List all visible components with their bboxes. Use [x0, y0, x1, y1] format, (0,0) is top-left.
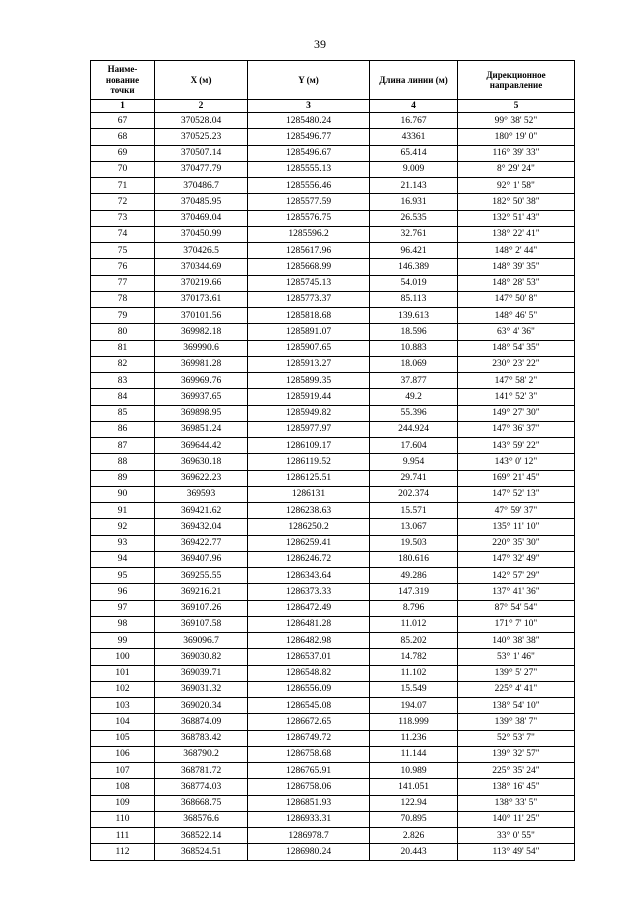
point-name-cell: 85: [91, 405, 155, 421]
line-length-cell: 8.796: [370, 600, 458, 616]
direction-angle-cell: 143° 59' 22": [458, 438, 575, 454]
column-number: 1: [91, 100, 155, 113]
direction-angle-cell: 139° 38' 7": [458, 714, 575, 730]
direction-angle-cell: 47° 59' 37": [458, 503, 575, 519]
line-length-cell: 70.895: [370, 811, 458, 827]
x-coordinate-cell: 369020.34: [155, 698, 248, 714]
line-length-cell: 32.761: [370, 226, 458, 242]
direction-angle-cell: 147° 36' 37": [458, 421, 575, 437]
y-coordinate-cell: 1286472.49: [248, 600, 370, 616]
y-coordinate-cell: 1285818.68: [248, 308, 370, 324]
direction-angle-cell: 141° 52' 3": [458, 389, 575, 405]
line-length-cell: 14.782: [370, 649, 458, 665]
y-coordinate-cell: 1286556.09: [248, 681, 370, 697]
x-coordinate-cell: 369216.21: [155, 584, 248, 600]
table-row: [91, 584, 575, 600]
table-row: [91, 405, 575, 421]
point-name-cell: 84: [91, 389, 155, 405]
direction-angle-cell: 139° 32' 57": [458, 746, 575, 762]
point-name-cell: 90: [91, 486, 155, 502]
line-length-cell: 20.443: [370, 844, 458, 860]
y-coordinate-cell: 1285480.24: [248, 113, 370, 129]
table-row: [91, 356, 575, 372]
y-coordinate-cell: 1286978.7: [248, 828, 370, 844]
point-name-cell: 103: [91, 698, 155, 714]
y-coordinate-cell: 1286851.93: [248, 795, 370, 811]
y-coordinate-cell: 1286672.65: [248, 714, 370, 730]
x-coordinate-cell: 369630.18: [155, 454, 248, 470]
direction-angle-cell: 53° 1' 46": [458, 649, 575, 665]
y-coordinate-cell: 1285617.96: [248, 243, 370, 259]
line-length-cell: 37.877: [370, 373, 458, 389]
coordinates-table: [90, 60, 575, 861]
x-coordinate-cell: 370219.66: [155, 275, 248, 291]
y-coordinate-cell: 1285668.99: [248, 259, 370, 275]
table-row: [91, 616, 575, 632]
x-coordinate-cell: 370450.99: [155, 226, 248, 242]
point-name-cell: 70: [91, 161, 155, 177]
x-coordinate-cell: 369422.77: [155, 535, 248, 551]
table-row: [91, 828, 575, 844]
table-row: [91, 243, 575, 259]
point-name-cell: 109: [91, 795, 155, 811]
x-coordinate-cell: 369851.24: [155, 421, 248, 437]
point-name-cell: 89: [91, 470, 155, 486]
line-length-cell: 49.2: [370, 389, 458, 405]
x-coordinate-cell: 369622.23: [155, 470, 248, 486]
point-name-cell: 94: [91, 551, 155, 567]
x-coordinate-cell: 369255.55: [155, 568, 248, 584]
column-number-row: [91, 100, 575, 113]
point-name-cell: 68: [91, 129, 155, 145]
point-name-cell: 82: [91, 356, 155, 372]
table-row: [91, 324, 575, 340]
line-length-cell: 10.989: [370, 763, 458, 779]
table-row: [91, 811, 575, 827]
y-coordinate-cell: 1286537.01: [248, 649, 370, 665]
point-name-cell: 99: [91, 633, 155, 649]
point-name-cell: 79: [91, 308, 155, 324]
table-header-row: [91, 61, 575, 100]
point-name-cell: 77: [91, 275, 155, 291]
table-row: [91, 259, 575, 275]
table-row: [91, 145, 575, 161]
line-length-cell: 202.374: [370, 486, 458, 502]
line-length-cell: 16.931: [370, 194, 458, 210]
column-number: 4: [370, 100, 458, 113]
point-name-cell: 98: [91, 616, 155, 632]
x-coordinate-cell: 369096.7: [155, 633, 248, 649]
x-coordinate-cell: 370507.14: [155, 145, 248, 161]
direction-angle-cell: 87° 54' 54": [458, 600, 575, 616]
direction-angle-cell: 138° 16' 45": [458, 779, 575, 795]
x-coordinate-cell: 369030.82: [155, 649, 248, 665]
table-row: [91, 389, 575, 405]
table-row: [91, 535, 575, 551]
point-name-cell: 112: [91, 844, 155, 860]
y-coordinate-cell: 1286481.28: [248, 616, 370, 632]
header-y: Y (м): [248, 61, 370, 100]
point-name-cell: 92: [91, 519, 155, 535]
y-coordinate-cell: 1285745.13: [248, 275, 370, 291]
direction-angle-cell: 63° 4' 36": [458, 324, 575, 340]
table-row: [91, 698, 575, 714]
line-length-cell: 21.143: [370, 178, 458, 194]
x-coordinate-cell: 369107.26: [155, 600, 248, 616]
x-coordinate-cell: 369107.58: [155, 616, 248, 632]
y-coordinate-cell: 1285496.77: [248, 129, 370, 145]
table-row: [91, 421, 575, 437]
y-coordinate-cell: 1286545.08: [248, 698, 370, 714]
direction-angle-cell: 8° 29' 24": [458, 161, 575, 177]
line-length-cell: 194.07: [370, 698, 458, 714]
direction-angle-cell: 138° 54' 10": [458, 698, 575, 714]
column-number: 5: [458, 100, 575, 113]
line-length-cell: 11.236: [370, 730, 458, 746]
line-length-cell: 49.286: [370, 568, 458, 584]
direction-angle-cell: 182° 50' 38": [458, 194, 575, 210]
direction-angle-cell: 225° 35' 24": [458, 763, 575, 779]
line-length-cell: 244.924: [370, 421, 458, 437]
table-row: [91, 275, 575, 291]
point-name-cell: 86: [91, 421, 155, 437]
x-coordinate-cell: 370344.69: [155, 259, 248, 275]
line-length-cell: 19.503: [370, 535, 458, 551]
line-length-cell: 18.596: [370, 324, 458, 340]
point-name-cell: 107: [91, 763, 155, 779]
x-coordinate-cell: 370485.95: [155, 194, 248, 210]
y-coordinate-cell: 1286482.98: [248, 633, 370, 649]
line-length-cell: 141.051: [370, 779, 458, 795]
line-length-cell: 54.019: [370, 275, 458, 291]
y-coordinate-cell: 1285913.27: [248, 356, 370, 372]
point-name-cell: 78: [91, 291, 155, 307]
x-coordinate-cell: 370173.61: [155, 291, 248, 307]
point-name-cell: 96: [91, 584, 155, 600]
x-coordinate-cell: 369421.62: [155, 503, 248, 519]
point-name-cell: 81: [91, 340, 155, 356]
table-row: [91, 178, 575, 194]
line-length-cell: 11.102: [370, 665, 458, 681]
y-coordinate-cell: 1286758.06: [248, 779, 370, 795]
x-coordinate-cell: 369593: [155, 486, 248, 502]
line-length-cell: 147.319: [370, 584, 458, 600]
y-coordinate-cell: 1285596.2: [248, 226, 370, 242]
y-coordinate-cell: 1285555.13: [248, 161, 370, 177]
table-row: [91, 568, 575, 584]
line-length-cell: 118.999: [370, 714, 458, 730]
point-name-cell: 102: [91, 681, 155, 697]
table-row: [91, 503, 575, 519]
line-length-cell: 85.202: [370, 633, 458, 649]
table-row: [91, 665, 575, 681]
x-coordinate-cell: 368783.42: [155, 730, 248, 746]
table-row: [91, 291, 575, 307]
line-length-cell: 2.826: [370, 828, 458, 844]
x-coordinate-cell: 370525.23: [155, 129, 248, 145]
table-row: [91, 844, 575, 860]
direction-angle-cell: 230° 23' 22": [458, 356, 575, 372]
direction-angle-cell: 148° 46' 5": [458, 308, 575, 324]
line-length-cell: 9.009: [370, 161, 458, 177]
direction-angle-cell: 171° 7' 10": [458, 616, 575, 632]
line-length-cell: 55.396: [370, 405, 458, 421]
direction-angle-cell: 142° 57' 29": [458, 568, 575, 584]
x-coordinate-cell: 369407.96: [155, 551, 248, 567]
direction-angle-cell: 52° 53' 7": [458, 730, 575, 746]
line-length-cell: 11.012: [370, 616, 458, 632]
x-coordinate-cell: 368874.09: [155, 714, 248, 730]
table-row: [91, 113, 575, 129]
table-row: [91, 681, 575, 697]
column-number: 3: [248, 100, 370, 113]
line-length-cell: 17.604: [370, 438, 458, 454]
line-length-cell: 146.389: [370, 259, 458, 275]
direction-angle-cell: 140° 11' 25": [458, 811, 575, 827]
line-length-cell: 15.571: [370, 503, 458, 519]
point-name-cell: 75: [91, 243, 155, 259]
y-coordinate-cell: 1286548.82: [248, 665, 370, 681]
direction-angle-cell: 148° 39' 35": [458, 259, 575, 275]
y-coordinate-cell: 1286259.41: [248, 535, 370, 551]
y-coordinate-cell: 1285773.37: [248, 291, 370, 307]
x-coordinate-cell: 369031.32: [155, 681, 248, 697]
direction-angle-cell: 143° 0' 12": [458, 454, 575, 470]
point-name-cell: 87: [91, 438, 155, 454]
line-length-cell: 16.767: [370, 113, 458, 129]
x-coordinate-cell: 369981.28: [155, 356, 248, 372]
table-row: [91, 551, 575, 567]
x-coordinate-cell: 369982.18: [155, 324, 248, 340]
point-name-cell: 106: [91, 746, 155, 762]
x-coordinate-cell: 369432.04: [155, 519, 248, 535]
direction-angle-cell: 113° 49' 54": [458, 844, 575, 860]
table-row: [91, 210, 575, 226]
table-row: [91, 308, 575, 324]
table-row: [91, 730, 575, 746]
table-row: [91, 763, 575, 779]
table-row: [91, 779, 575, 795]
direction-angle-cell: 149° 27' 30": [458, 405, 575, 421]
point-name-cell: 104: [91, 714, 155, 730]
direction-angle-cell: 138° 33' 5": [458, 795, 575, 811]
y-coordinate-cell: 1285977.97: [248, 421, 370, 437]
point-name-cell: 73: [91, 210, 155, 226]
y-coordinate-cell: 1285496.67: [248, 145, 370, 161]
y-coordinate-cell: 1286373.33: [248, 584, 370, 600]
table-row: [91, 161, 575, 177]
point-name-cell: 88: [91, 454, 155, 470]
y-coordinate-cell: 1286933.31: [248, 811, 370, 827]
point-name-cell: 69: [91, 145, 155, 161]
table-row: [91, 340, 575, 356]
line-length-cell: 43361: [370, 129, 458, 145]
table-row: [91, 649, 575, 665]
x-coordinate-cell: 370477.79: [155, 161, 248, 177]
column-number: 2: [155, 100, 248, 113]
line-length-cell: 139.613: [370, 308, 458, 324]
direction-angle-cell: 140° 38' 38": [458, 633, 575, 649]
direction-angle-cell: 138° 22' 41": [458, 226, 575, 242]
direction-angle-cell: 180° 19' 0": [458, 129, 575, 145]
table-row: [91, 486, 575, 502]
direction-angle-cell: 92° 1' 58": [458, 178, 575, 194]
direction-angle-cell: 147° 58' 2": [458, 373, 575, 389]
point-name-cell: 97: [91, 600, 155, 616]
point-name-cell: 83: [91, 373, 155, 389]
line-length-cell: 180.616: [370, 551, 458, 567]
x-coordinate-cell: 369937.65: [155, 389, 248, 405]
direction-angle-cell: 116° 39' 33": [458, 145, 575, 161]
point-name-cell: 110: [91, 811, 155, 827]
point-name-cell: 105: [91, 730, 155, 746]
direction-angle-cell: 132° 51' 43": [458, 210, 575, 226]
header-x: X (м): [155, 61, 248, 100]
table-body: [91, 113, 575, 861]
line-length-cell: 10.883: [370, 340, 458, 356]
table-row: [91, 714, 575, 730]
direction-angle-cell: 33° 0' 55": [458, 828, 575, 844]
line-length-cell: 15.549: [370, 681, 458, 697]
table-row: [91, 226, 575, 242]
table-row: [91, 454, 575, 470]
x-coordinate-cell: 368524.51: [155, 844, 248, 860]
direction-angle-cell: 148° 2' 44": [458, 243, 575, 259]
y-coordinate-cell: 1286343.64: [248, 568, 370, 584]
x-coordinate-cell: 369969.76: [155, 373, 248, 389]
x-coordinate-cell: 370528.04: [155, 113, 248, 129]
direction-angle-cell: 139° 5' 27": [458, 665, 575, 681]
x-coordinate-cell: 368781.72: [155, 763, 248, 779]
x-coordinate-cell: 370469.04: [155, 210, 248, 226]
table-row: [91, 746, 575, 762]
direction-angle-cell: 148° 28' 53": [458, 275, 575, 291]
line-length-cell: 18.069: [370, 356, 458, 372]
direction-angle-cell: 99° 38' 52": [458, 113, 575, 129]
table-row: [91, 438, 575, 454]
direction-angle-cell: 169° 21' 45": [458, 470, 575, 486]
x-coordinate-cell: 369898.95: [155, 405, 248, 421]
direction-angle-cell: 147° 50' 8": [458, 291, 575, 307]
y-coordinate-cell: 1285576.75: [248, 210, 370, 226]
y-coordinate-cell: 1285919.44: [248, 389, 370, 405]
point-name-cell: 100: [91, 649, 155, 665]
point-name-cell: 95: [91, 568, 155, 584]
line-length-cell: 26.535: [370, 210, 458, 226]
point-name-cell: 67: [91, 113, 155, 129]
y-coordinate-cell: 1286238.63: [248, 503, 370, 519]
header-line-length: Длина линии (м): [370, 61, 458, 100]
y-coordinate-cell: 1285891.07: [248, 324, 370, 340]
line-length-cell: 65.414: [370, 145, 458, 161]
page-number: 39: [314, 37, 326, 51]
y-coordinate-cell: 1286749.72: [248, 730, 370, 746]
line-length-cell: 29.741: [370, 470, 458, 486]
table-row: [91, 373, 575, 389]
y-coordinate-cell: 1286125.51: [248, 470, 370, 486]
direction-angle-cell: 137° 41' 36": [458, 584, 575, 600]
x-coordinate-cell: 369990.6: [155, 340, 248, 356]
line-length-cell: 96.421: [370, 243, 458, 259]
point-name-cell: 101: [91, 665, 155, 681]
point-name-cell: 71: [91, 178, 155, 194]
y-coordinate-cell: 1286765.91: [248, 763, 370, 779]
y-coordinate-cell: 1285899.35: [248, 373, 370, 389]
table-row: [91, 519, 575, 535]
x-coordinate-cell: 368790.2: [155, 746, 248, 762]
table-row: [91, 470, 575, 486]
x-coordinate-cell: 368668.75: [155, 795, 248, 811]
point-name-cell: 111: [91, 828, 155, 844]
point-name-cell: 72: [91, 194, 155, 210]
y-coordinate-cell: 1286131: [248, 486, 370, 502]
table-row: [91, 600, 575, 616]
x-coordinate-cell: 370486.7: [155, 178, 248, 194]
y-coordinate-cell: 1285949.82: [248, 405, 370, 421]
y-coordinate-cell: 1285907.65: [248, 340, 370, 356]
point-name-cell: 80: [91, 324, 155, 340]
x-coordinate-cell: 369644.42: [155, 438, 248, 454]
direction-angle-cell: 147° 52' 13": [458, 486, 575, 502]
point-name-cell: 74: [91, 226, 155, 242]
y-coordinate-cell: 1286758.68: [248, 746, 370, 762]
point-name-cell: 93: [91, 535, 155, 551]
table-row: [91, 795, 575, 811]
line-length-cell: 11.144: [370, 746, 458, 762]
direction-angle-cell: 148° 54' 35": [458, 340, 575, 356]
x-coordinate-cell: 369039.71: [155, 665, 248, 681]
y-coordinate-cell: 1286119.52: [248, 454, 370, 470]
line-length-cell: 122.94: [370, 795, 458, 811]
y-coordinate-cell: 1286109.17: [248, 438, 370, 454]
table-row: [91, 633, 575, 649]
x-coordinate-cell: 368576.6: [155, 811, 248, 827]
y-coordinate-cell: 1286250.2: [248, 519, 370, 535]
direction-angle-cell: 147° 32' 49": [458, 551, 575, 567]
point-name-cell: 76: [91, 259, 155, 275]
point-name-cell: 91: [91, 503, 155, 519]
line-length-cell: 9.954: [370, 454, 458, 470]
header-direction: Дирекционное направление: [458, 61, 575, 100]
x-coordinate-cell: 370426.5: [155, 243, 248, 259]
y-coordinate-cell: 1286980.24: [248, 844, 370, 860]
header-point-name: Наиме- нование точки: [91, 61, 155, 100]
point-name-cell: 108: [91, 779, 155, 795]
y-coordinate-cell: 1285577.59: [248, 194, 370, 210]
table-row: [91, 194, 575, 210]
x-coordinate-cell: 368774.03: [155, 779, 248, 795]
direction-angle-cell: 135° 11' 10": [458, 519, 575, 535]
line-length-cell: 85.113: [370, 291, 458, 307]
x-coordinate-cell: 368522.14: [155, 828, 248, 844]
direction-angle-cell: 220° 35' 30": [458, 535, 575, 551]
line-length-cell: 13.067: [370, 519, 458, 535]
y-coordinate-cell: 1285556.46: [248, 178, 370, 194]
x-coordinate-cell: 370101.56: [155, 308, 248, 324]
y-coordinate-cell: 1286246.72: [248, 551, 370, 567]
table-row: [91, 129, 575, 145]
direction-angle-cell: 225° 4' 41": [458, 681, 575, 697]
